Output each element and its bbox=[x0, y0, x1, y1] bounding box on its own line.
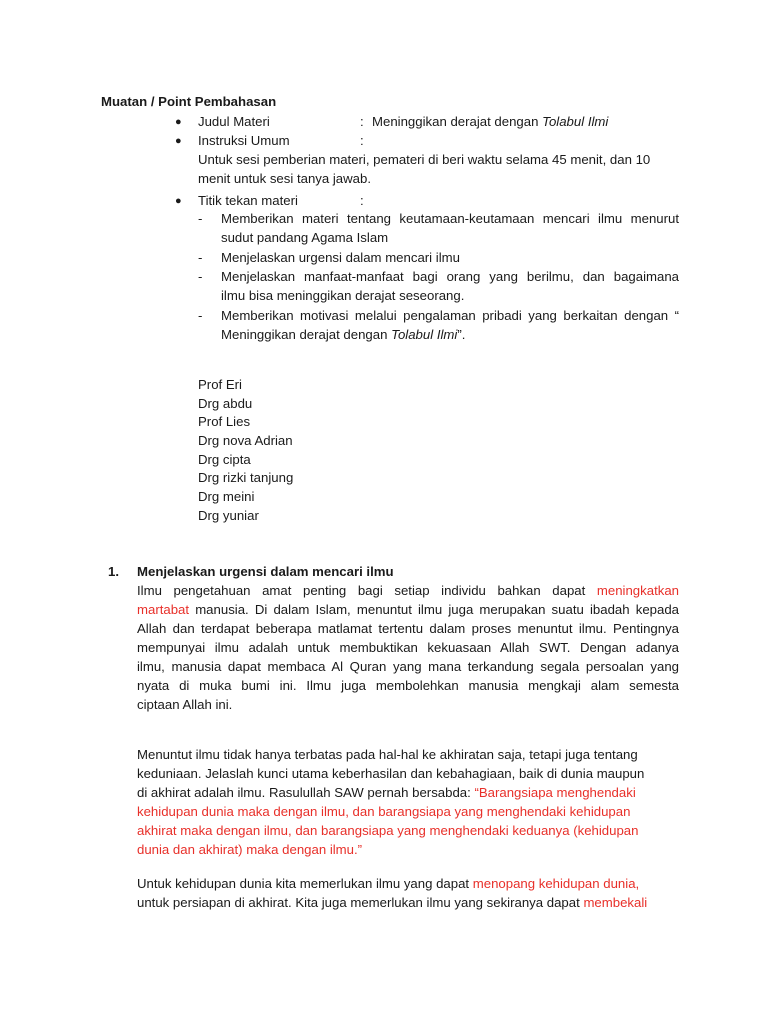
paragraph-line: ilmu, manusia dapat membaca Al Quran yang mana terkandung segala persoalan yang bbox=[137, 659, 679, 674]
section-title: Muatan / Point Pembahasan bbox=[101, 94, 277, 109]
dash: - bbox=[198, 211, 203, 226]
paragraph-line: ciptaan Allah ini. bbox=[137, 697, 233, 712]
quote-line: dunia dan akhirat) maka dengan ilmu.” bbox=[137, 842, 363, 857]
sub-item-line: Menjelaskan manfaat-manfaat bagi orang yang berilmu, dan bagaimana bbox=[221, 269, 679, 284]
bullet-icon: ● bbox=[175, 135, 182, 147]
paragraph-line: mempunyai ilmu adalah untuk membuktikan kekuasaan Allah SWT. Dengan adanya bbox=[137, 640, 679, 655]
instruksi-line: menit untuk sesi tanya jawab. bbox=[198, 171, 371, 186]
speaker-name: Prof Lies bbox=[198, 414, 251, 429]
field-label-titik: Titik tekan materi bbox=[198, 193, 298, 208]
dash: - bbox=[198, 250, 203, 265]
speaker-name: Drg abdu bbox=[198, 396, 253, 411]
sub-item-line: Meninggikan derajat dengan Tolabul Ilmi”. bbox=[221, 327, 466, 342]
sub-item-line: Memberikan motivasi melalui pengalaman pribadi yang berkaitan dengan “ bbox=[221, 308, 679, 323]
paragraph-line: keduniaan. Jelaslah kunci utama keberhasilan dan kebahagiaan, baik di dunia maupun bbox=[137, 766, 645, 781]
sub-item-line: Memberikan materi tentang keutamaan-keutamaan mencari ilmu menurut bbox=[221, 211, 679, 226]
speaker-name: Drg yuniar bbox=[198, 508, 259, 523]
speaker-name: Drg meini bbox=[198, 489, 255, 504]
quote-line: kehidupan dunia maka dengan ilmu, dan barangsiapa yang menghendaki kehidupan bbox=[137, 804, 631, 819]
sub-item-line: Menjelaskan urgensi dalam mencari ilmu bbox=[221, 250, 460, 265]
field-colon: : bbox=[360, 114, 364, 129]
paragraph-line: Menuntut ilmu tidak hanya terbatas pada hal-hal ke akhiratan saja, tetapi juga tentang bbox=[137, 747, 638, 762]
field-colon: : bbox=[360, 133, 364, 148]
paragraph-line: Allah dan terdapat beberapa matlamat tertentu dalam proses menuntut ilmu. Pentingnya bbox=[137, 621, 679, 636]
field-label-instruksi: Instruksi Umum bbox=[198, 133, 290, 148]
quote-line: akhirat maka dengan ilmu, dan barangsiapa yang menghendaki keduanya (kehidupan bbox=[137, 823, 639, 838]
field-colon: : bbox=[360, 193, 364, 208]
speaker-name: Drg cipta bbox=[198, 452, 251, 467]
dash: - bbox=[198, 308, 203, 323]
section-number: 1. bbox=[108, 564, 119, 579]
paragraph-line: martabat manusia. Di dalam Islam, menuntut ilmu juga merupakan suatu ibadah kepada bbox=[137, 602, 679, 617]
speaker-name: Drg nova Adrian bbox=[198, 433, 293, 448]
sub-item-line: sudut pandang Agama Islam bbox=[221, 230, 389, 245]
field-value-judul: Meninggikan derajat dengan Tolabul Ilmi bbox=[372, 114, 609, 129]
paragraph-line: Ilmu pengetahuan amat penting bagi setiap individu bahkan dapat meningkatkan bbox=[137, 583, 679, 598]
instruksi-line: Untuk sesi pemberian materi, pemateri di beri waktu selama 45 menit, dan 10 bbox=[198, 152, 651, 167]
paragraph-line: Untuk kehidupan dunia kita memerlukan ilmu yang dapat menopang kehidupan dunia, bbox=[137, 876, 640, 891]
field-label-judul: Judul Materi bbox=[198, 114, 270, 129]
paragraph-line: nyata di muka bumi ini. Ilmu juga membolehkan manusia mengkaji alam semesta bbox=[137, 678, 679, 693]
section-heading: Menjelaskan urgensi dalam mencari ilmu bbox=[137, 564, 394, 579]
paragraph-line: di akhirat adalah ilmu. Rasulullah SAW pernah bersabda: “Barangsiapa menghendaki bbox=[137, 785, 636, 800]
bullet-icon: ● bbox=[175, 116, 182, 128]
dash: - bbox=[198, 269, 203, 284]
paragraph-line: untuk persiapan di akhirat. Kita juga memerlukan ilmu yang sekiranya dapat membekali bbox=[137, 895, 648, 910]
speaker-name: Prof Eri bbox=[198, 377, 242, 392]
sub-item-line: ilmu bisa meninggikan derajat seseorang. bbox=[221, 288, 465, 303]
speaker-name: Drg rizki tanjung bbox=[198, 470, 294, 485]
bullet-icon: ● bbox=[175, 195, 182, 207]
